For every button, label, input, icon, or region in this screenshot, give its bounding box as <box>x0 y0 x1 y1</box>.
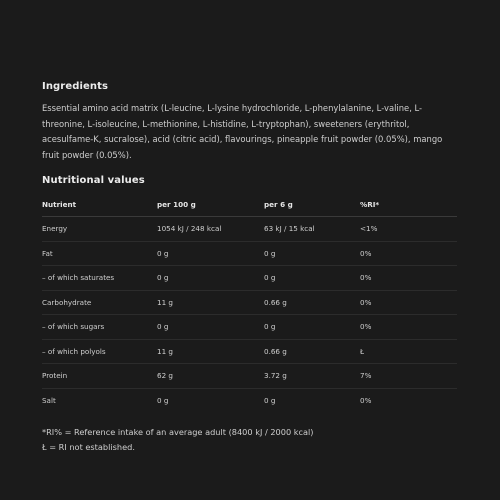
per-6g-value: 0 g <box>264 266 360 291</box>
nutrition-table <box>42 193 457 412</box>
table-row <box>42 364 457 389</box>
table-row <box>42 217 457 242</box>
ingredients-heading: Ingredients <box>42 81 109 92</box>
per-100g-value: 0 g <box>157 395 169 405</box>
per-6g-value: 0.66 g <box>264 339 360 364</box>
per-100g-value: 62 g <box>157 364 264 389</box>
per-100g-value: 1054 kJ / 248 kcal <box>157 217 264 242</box>
per-6g-value: 0 g <box>264 395 276 405</box>
nutrient-name: Salt <box>42 395 56 405</box>
nutrient-name: Energy <box>42 217 157 242</box>
header-per-100g: per 100 g <box>157 193 264 217</box>
per-100g-value: 0 g <box>157 241 264 266</box>
per-100g-value: 0 g <box>157 315 264 340</box>
header-nutrient: Nutrient <box>42 193 157 217</box>
nutrient-name: – of which sugars <box>42 315 157 340</box>
per-100g-value: 11 g <box>157 290 264 315</box>
ri-value: 0% <box>360 266 457 291</box>
ingredients-text: Essential amino acid matrix (L-leucine, L-lysine hydrochloride, L-phenylalanine, L-valine, L-threonine, L-isoleucine, L-methionine, L-histidine, L-tryptophan), sweeteners (erythritol, acesulfame-K, sucralose), acid (citric acid), flavourings, pineapple fruit powder (0.05%), mango fruit powder (0.05%). <box>42 103 443 160</box>
header-ri: %RI* <box>360 193 457 217</box>
nutrient-name: Protein <box>42 364 157 389</box>
per-6g-value: 0 g <box>264 241 360 266</box>
nutrition-table-header <box>42 193 457 217</box>
table-row <box>42 290 457 315</box>
table-row <box>42 315 457 340</box>
nutrient-name: – of which polyols <box>42 339 157 364</box>
ri-not-established-footnote: Ł = RI not established. <box>42 442 135 452</box>
ri-value: 7% <box>360 364 457 389</box>
product-info <box>42 81 457 455</box>
nutrient-name: Fat <box>42 241 157 266</box>
ri-value: 0% <box>360 315 457 340</box>
table-row <box>42 388 457 412</box>
per-100g-value: 0 g <box>157 266 264 291</box>
table-row <box>42 266 457 291</box>
ri-value: 0% <box>360 395 372 405</box>
ri-value: 0% <box>360 290 457 315</box>
ri-footnote: *RI% = Reference intake of an average adult (8400 kJ / 2000 kcal) <box>42 427 314 437</box>
ri-value: Ł <box>360 339 457 364</box>
nutrient-name: – of which saturates <box>42 266 157 291</box>
nutrient-name: Carbohydrate <box>42 290 157 315</box>
per-6g-value: 63 kJ / 15 kcal <box>264 217 360 242</box>
header-per-6g: per 6 g <box>264 193 360 217</box>
table-row <box>42 339 457 364</box>
per-100g-value: 11 g <box>157 339 264 364</box>
ri-value: <1% <box>360 217 457 242</box>
per-6g-value: 0.66 g <box>264 290 360 315</box>
table-row <box>42 241 457 266</box>
ri-value: 0% <box>360 241 457 266</box>
per-6g-value: 0 g <box>264 315 360 340</box>
footnotes <box>42 425 457 455</box>
per-6g-value: 3.72 g <box>264 364 360 389</box>
nutritional-values-heading: Nutritional values <box>42 175 145 186</box>
